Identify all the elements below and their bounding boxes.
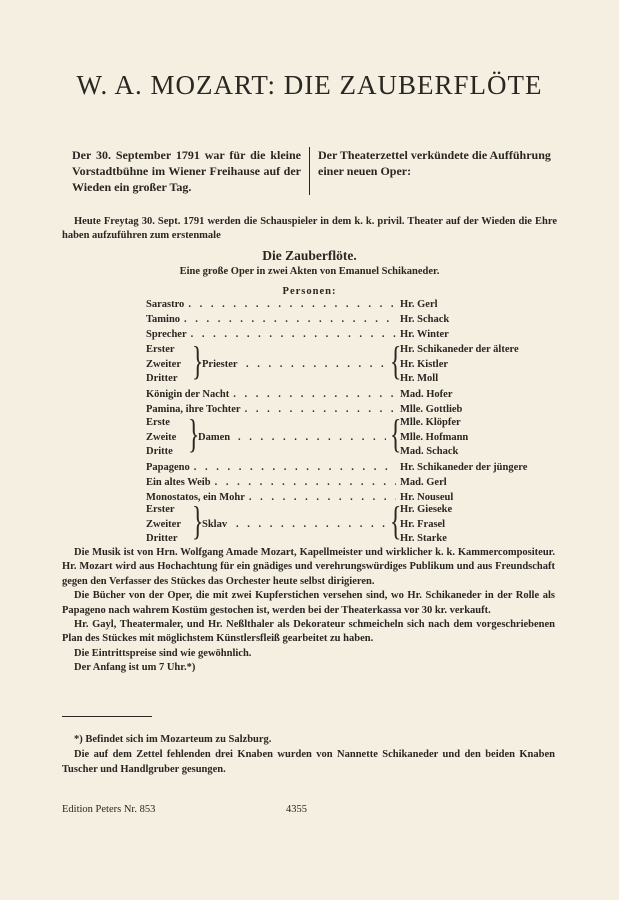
actor-name: Hr. Winter: [400, 329, 449, 340]
group-roles: [146, 416, 176, 460]
actor-name: Hr. Gerl: [400, 299, 438, 310]
actor-name: Hr. Frasel: [400, 518, 446, 530]
cast-row-pamina: [146, 403, 546, 417]
leader-dots: [184, 313, 396, 327]
role-name: Erste: [146, 417, 170, 428]
cast-row-tamino: [146, 313, 546, 327]
cast-row-weib: [146, 476, 546, 490]
group-label: Sklav: [202, 519, 228, 530]
role-name: Ein altes Weib: [146, 477, 211, 488]
role-name: Tamino: [146, 314, 181, 325]
group-actors: [400, 503, 452, 547]
intro-right-column: Der Theaterzettel verkündete die Aufführung einer neuen Oper:: [318, 148, 551, 178]
leader-dots: [238, 431, 386, 445]
role-name: Erster: [146, 344, 175, 355]
leader-dots: [191, 328, 396, 342]
personen-heading: Personen:: [282, 286, 337, 297]
actor-name: Mlle. Hofmann: [400, 431, 469, 443]
actor-name: Hr. Gieseke: [400, 504, 453, 515]
role-name: Zweiter: [146, 518, 181, 530]
leader-dots: [246, 358, 386, 372]
role-name: Zweite: [146, 431, 177, 443]
leader-dots: [245, 403, 396, 417]
playbill-notes: [62, 546, 555, 676]
group-label: Priester: [202, 359, 238, 370]
cast-row-sprecher: [146, 328, 546, 342]
role-name: Erster: [146, 504, 175, 515]
group-roles: [146, 503, 181, 547]
leader-dots: [215, 476, 396, 490]
role-name: Königin der Nacht: [146, 389, 230, 400]
paragraph: Hr. Gayl, Theatermaler, und Hr. Neßlthaler als Dekorateur schmeicheln sich nach dem vorgeschriebenen Plan des Stückes mit möglichstem Künstlersfleiß gearbeitet zu haben.: [62, 619, 555, 645]
opera-title: Die Zauberflöte.: [262, 248, 357, 263]
actor-name: Mad. Hofer: [400, 389, 453, 400]
role-name: Dritter: [146, 533, 178, 544]
actor-name: Hr. Schikaneder der jüngere: [400, 462, 528, 473]
group-actors: [400, 416, 468, 460]
role-name: Monostatos, ein Mohr: [146, 492, 245, 503]
page-title: W. A. MOZART: DIE ZAUBERFLÖTE: [76, 70, 543, 100]
actor-name: Hr. Nouseul: [400, 492, 454, 503]
left-brace: {: [389, 411, 402, 456]
actor-name: Hr. Starke: [400, 533, 447, 544]
left-brace: {: [389, 338, 402, 383]
right-brace: }: [191, 338, 204, 383]
actor-name: Mlle. Gottlieb: [400, 404, 463, 415]
paragraph: Die Bücher von der Oper, die mit zwei Kupferstichen versehen sind, wo Hr. Schikaneder in der Rolle als Papageno nach wahrem Kostüm gestochen ist, werden bei der Theaterkassa vor 30 kr. verkauft.: [62, 590, 555, 616]
role-name: Papageno: [146, 462, 190, 473]
actor-name: Hr. Moll: [400, 373, 439, 384]
role-name: Dritter: [146, 373, 178, 384]
paragraph: Der Anfang ist um 7 Uhr.*): [74, 662, 196, 674]
paragraph: Die Musik ist von Hrn. Wolfgang Amade Mozart, Kapellmeister und wirklicher k. k. Kammercompositeur. Hr. Mozart wird aus Hochachtung für ein gnädiges und verehrungswürdiges Publikum und aus Freundschaft gegen den Verfasser des Stückes das Orchester heute selbst dirigieren.: [62, 547, 555, 587]
leader-dots: [233, 388, 396, 402]
actor-name: Mlle. Klöpfer: [400, 417, 461, 428]
role-name: Sprecher: [146, 329, 187, 340]
cast-row-sarastro: [146, 298, 546, 312]
right-brace: }: [191, 498, 204, 543]
role-name: Dritte: [146, 446, 173, 457]
group-actors: [400, 343, 519, 387]
footnote: Die auf dem Zettel fehlenden drei Knaben wurden von Nannette Schikaneder und den beiden Knaben Tuscher und Handlgruber gesungen.: [62, 749, 555, 775]
intro-columns: [72, 147, 558, 195]
role-name: Zweiter: [146, 358, 181, 370]
group-label: Damen: [198, 432, 231, 443]
leader-dots: [249, 491, 396, 505]
cast-row-papageno: [146, 461, 546, 475]
role-name: Sarastro: [146, 299, 185, 310]
page-number: 4355: [286, 804, 307, 815]
cast-row-koenigin: [146, 388, 546, 402]
right-brace: }: [187, 411, 200, 456]
actor-name: Hr. Schack: [400, 314, 450, 325]
footnote-divider: [62, 716, 152, 717]
leader-dots: [236, 518, 386, 532]
actor-name: Mad. Schack: [400, 446, 459, 457]
leader-dots: [188, 298, 396, 312]
paragraph: Die Eintrittspreise sind wie gewöhnlich.: [74, 647, 252, 659]
leader-dots: [194, 461, 396, 475]
left-brace: {: [389, 498, 402, 543]
cast-row-monostatos: [146, 491, 546, 505]
opera-subtitle: Eine große Oper in zwei Akten von Emanuel Schikaneder.: [179, 266, 440, 277]
actor-name: Hr. Schikaneder der ältere: [400, 344, 519, 355]
actor-name: Mad. Gerl: [400, 477, 447, 488]
announcement: Heute Freytag 30. Sept. 1791 werden die Schauspieler in dem k. k. privil. Theater auf der Wieden die Ehre haben aufzuführen zum erstenmale: [62, 216, 557, 241]
group-roles: [146, 343, 181, 387]
footnotes: [62, 732, 555, 777]
actor-name: Hr. Kistler: [400, 358, 449, 370]
edition-label: Edition Peters Nr. 853: [62, 804, 156, 815]
role-name: Pamina, ihre Tochter: [146, 404, 241, 415]
intro-left-column: Der 30. September 1791 war für die kleine Vorstadtbühne im Wiener Freihause auf der Wieden ein großer Tag.: [72, 147, 310, 195]
footnote: *) Befindet sich im Mozarteum zu Salzburg.: [74, 734, 272, 745]
